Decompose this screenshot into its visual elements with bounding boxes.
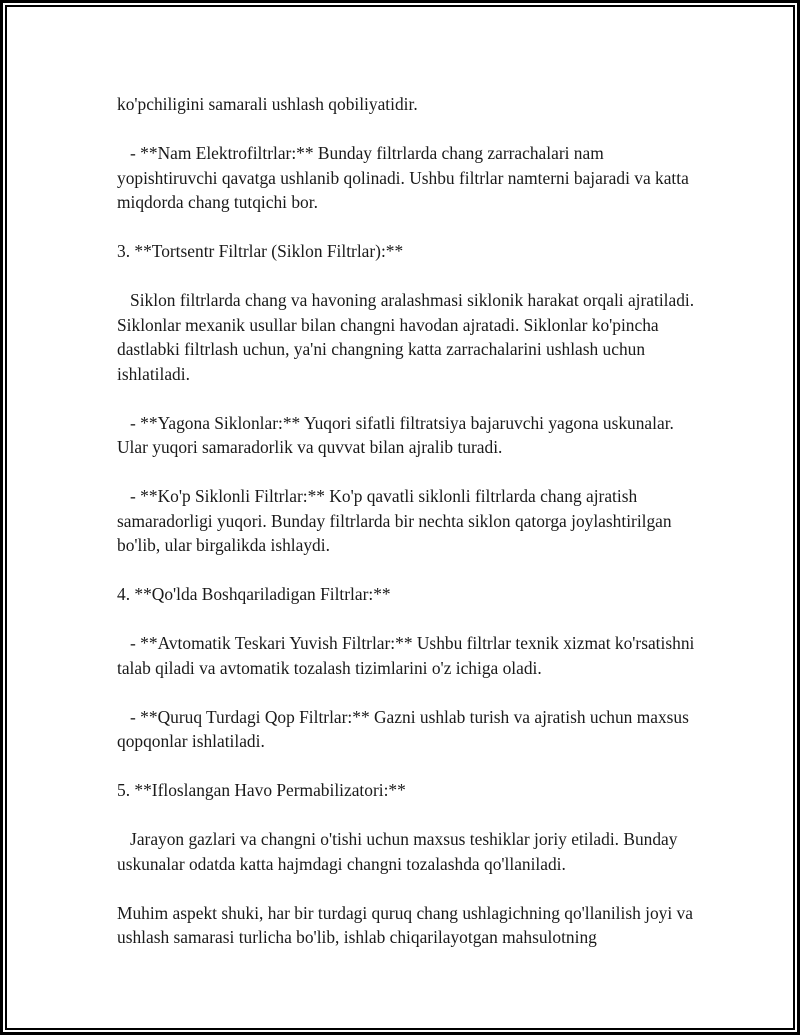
paragraph-jarayon-gazlari: Jarayon gazlari va changni o'tishi uchun maxsus teshiklar joriy etiladi. Bunday uskunalar odatda katta hajmdagi changni tozalashda qo'llaniladi. (117, 829, 682, 874)
paragraph-spacer (117, 876, 697, 901)
paragraph-spacer (117, 460, 697, 485)
list-item-avtomatik-teskari-yuvish: - **Avtomatik Teskari Yuvish Filtrlar:** Ushbu filtrlar texnik xizmat ko'rsatishni talab qiladi va avtomatik tozalash tizimlarini o'z ichiga oladi. (117, 633, 699, 678)
paragraph-muhim-aspekt: Muhim aspekt shuki, har bir turdagi quruq chang ushlagichning qo'llanilish joyi va ushlash samarasi turlicha bo'lib, ishlab chiqarilayotgan mahsulotning (117, 902, 698, 947)
section-heading-5: 5. **Ifloslangan Havo Permabilizatori:** (117, 780, 406, 800)
paragraph-spacer (117, 117, 697, 142)
paragraph-spacer (117, 215, 697, 240)
list-item-nam-elektrofiltrlar: - **Nam Elektrofiltrlar:** Bunday filtrlarda chang zarrachalari nam yopishtiruvchi qavatga ushlanib qolinadi. Ushbu filtrlar namterni bajaradi va katta miqdorda chang tutqichi bor. (117, 143, 694, 212)
paragraph-spacer (117, 558, 697, 583)
paragraph-siklon-description: Siklon filtrlarda chang va havoning aralashmasi siklonik harakat orqali ajratiladi. Siklonlar mexanik usullar bilan changni havodan ajratadi. Siklonlar ko'pincha dastlabki filtrlash uchun, ya'ni changning katta zarrachalarini ushlash uchun ishlatiladi. (117, 290, 699, 384)
list-item-quruq-turdagi-qop: - **Quruq Turdagi Qop Filtrlar:** Gazni ushlab turish va ajratish uchun maxsus qopqonlar ishlatiladi. (117, 706, 694, 751)
paragraph-spacer (117, 680, 697, 705)
paragraph-spacer (117, 803, 697, 828)
paragraph-continuation: ko'pchiligini samarali ushlash qobiliyatidir. (117, 94, 418, 114)
paragraph-spacer (117, 386, 697, 411)
section-heading-3: 3. **Tortsentr Filtrlar (Siklon Filtrlar):** (117, 241, 404, 261)
list-item-yagona-siklonlar: - **Yagona Siklonlar:** Yuqori sifatli filtratsiya bajaruvchi yagona uskunalar. Ular yuqori samaradorlik va quvvat bilan ajralib turadi. (117, 412, 679, 457)
paragraph-spacer (117, 754, 697, 779)
section-heading-4: 4. **Qo'lda Boshqariladigan Filtrlar:** (117, 584, 391, 604)
document-body (117, 92, 697, 950)
paragraph-spacer (117, 607, 697, 632)
paragraph-spacer (117, 264, 697, 289)
list-item-kop-siklonli-filtrlar: - **Ko'p Siklonli Filtrlar:** Ko'p qavatli siklonli filtrlarda chang ajratish samaradorligi yuqori. Bunday filtrlarda bir nechta siklon qatorga joylashtirilgan bo'lib, ular birgalikda ishlaydi. (117, 486, 676, 555)
